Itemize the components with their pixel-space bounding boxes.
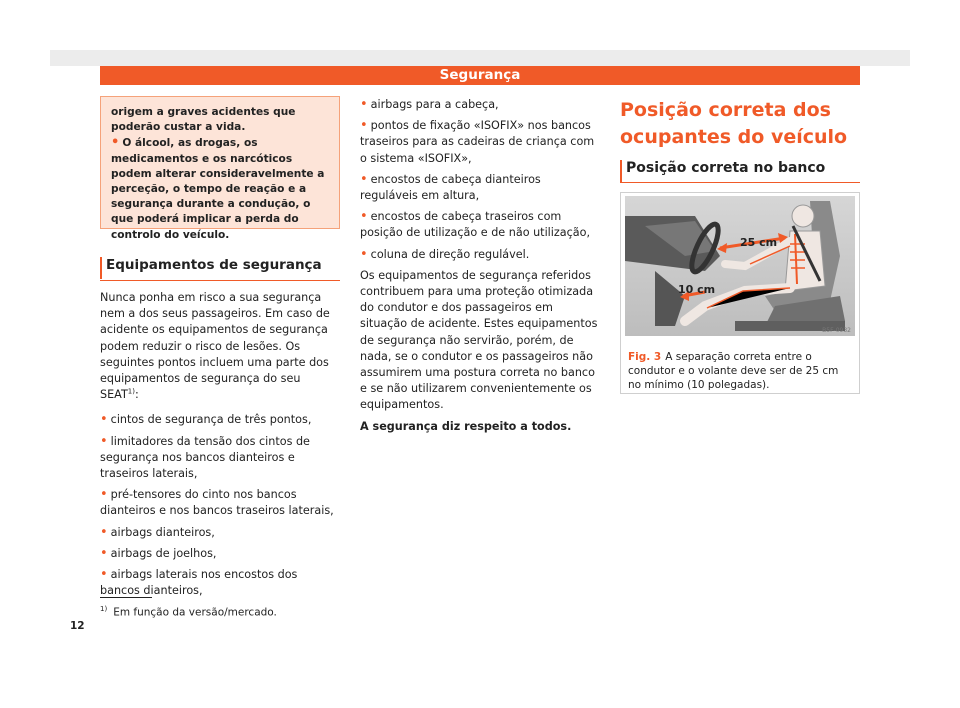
- list-item-text: encostos de cabeça traseiros com posição de utilização e de não utilização,: [360, 210, 591, 240]
- list-item: [360, 247, 600, 263]
- section-heading: [100, 257, 340, 281]
- list-item-text: pontos de fixação «ISOFIX» nos bancos traseiros para as cadeiras de criança com o sistema «ISOFIX»,: [360, 119, 595, 165]
- figure-caption: [628, 350, 854, 392]
- subsection-title: Posição correta no banco: [626, 160, 826, 176]
- list-item: [100, 412, 340, 428]
- figure-box: [620, 192, 860, 394]
- chapter-title: Posição correta dos ocupantes do veículo: [620, 99, 848, 148]
- page-number: 12: [70, 620, 85, 632]
- caption-text: A separação correta entre o condutor e o volante deve ser de 25 cm no mínimo (10 polegadas).: [628, 351, 839, 391]
- section-title: Equipamentos de segurança: [106, 257, 322, 273]
- list-item-text: airbags para a cabeça,: [370, 98, 499, 111]
- list-item: [100, 434, 340, 483]
- page-header: Segurança: [100, 66, 860, 85]
- list-item: [100, 487, 340, 519]
- list-item: [360, 97, 600, 113]
- heading-marker: [100, 257, 102, 279]
- bullet-icon: •: [360, 246, 368, 262]
- footnote-mark: 1): [100, 605, 108, 613]
- label-25cm: 25 cm: [740, 236, 778, 249]
- list-item-text: pré-tensores do cinto nos bancos dianteiros e nos bancos traseiros laterais,: [100, 488, 334, 518]
- list-item: [100, 546, 340, 562]
- intro-paragraph: [100, 290, 340, 403]
- subsection-heading: [620, 160, 860, 183]
- bullet-icon: •: [100, 567, 108, 583]
- list-item-text: cintos de segurança de três pontos,: [110, 413, 312, 427]
- figure-code: B5F-0932: [822, 327, 851, 334]
- list-item-text: encostos de cabeça dianteiros reguláveis em altura,: [360, 172, 541, 203]
- footnote-ref: 1): [127, 387, 135, 396]
- label-10cm: 10 cm: [678, 283, 716, 296]
- footnote-divider: [100, 597, 152, 598]
- bullet-icon: •: [360, 209, 368, 225]
- list-item-text: limitadores da tensão dos cintos de segurança nos bancos dianteiros e traseiros laterais,: [100, 434, 310, 481]
- bullet-icon: •: [360, 171, 368, 187]
- column-2: [360, 97, 600, 440]
- intro-end: :: [134, 388, 139, 402]
- list-item-text: coluna de direção regulável.: [370, 247, 530, 261]
- list-item-text: airbags de joelhos,: [110, 546, 217, 560]
- warning-text-2: O álcool, as drogas, os medicamentos e os narcóticos podem alterar consideravelmente a perceção, o tempo de reação e a segurança durante a condução, o que poderá implicar a perda do controlo do veículo.: [111, 137, 325, 241]
- list-item-text: airbags laterais nos encostos dos bancos dianteiros,: [100, 568, 298, 598]
- bullet-icon: •: [360, 118, 368, 134]
- body-paragraph: Os equipamentos de segurança referidos contribuem para uma proteção otimizada do condutor e dos passageiros em situação de acidente. Estes equipamentos de segurança não servirão, porém, de nada, se o condutor e os passageiros não assumirem uma postura correta no banco e se não utilizarem convenientemente os equipamentos.: [360, 268, 598, 412]
- bold-statement: A segurança diz respeito a todos.: [360, 419, 572, 433]
- footnote-text: Em função da versão/mercado.: [113, 606, 277, 619]
- seat-position-drawing: [625, 196, 855, 336]
- warning-text-1: origem a graves acidentes que poderão custar a vida.: [111, 106, 296, 134]
- list-item: [360, 118, 600, 167]
- intro-text: Nunca ponha em risco a sua segurança nem a dos seus passageiros. Em caso de acidente os equipamentos de segurança podem reduzir o risco de lesões. Os seguintes pontos incluem uma parte dos equipamentos de segurança do seu SEAT: [100, 291, 330, 402]
- figure-label: Fig. 3: [628, 351, 662, 363]
- bullet-icon: •: [100, 545, 108, 561]
- bullet-icon: •: [100, 433, 108, 449]
- bullet-icon: •: [100, 487, 108, 503]
- list-item: [360, 209, 600, 241]
- bullet-icon: •: [111, 135, 120, 151]
- list-item: [360, 172, 600, 204]
- warning-box: [100, 96, 340, 241]
- bullet-icon: •: [360, 97, 368, 112]
- bullet-icon: •: [100, 412, 108, 428]
- seating-illustration: [625, 196, 855, 336]
- footnote: [100, 605, 277, 619]
- list-item: [100, 525, 340, 541]
- list-item-text: airbags dianteiros,: [110, 525, 215, 539]
- column-1: [100, 290, 340, 604]
- bullet-icon: •: [100, 524, 108, 540]
- list-item: [100, 567, 340, 599]
- warning-item: [111, 135, 329, 242]
- heading-marker: [620, 160, 622, 182]
